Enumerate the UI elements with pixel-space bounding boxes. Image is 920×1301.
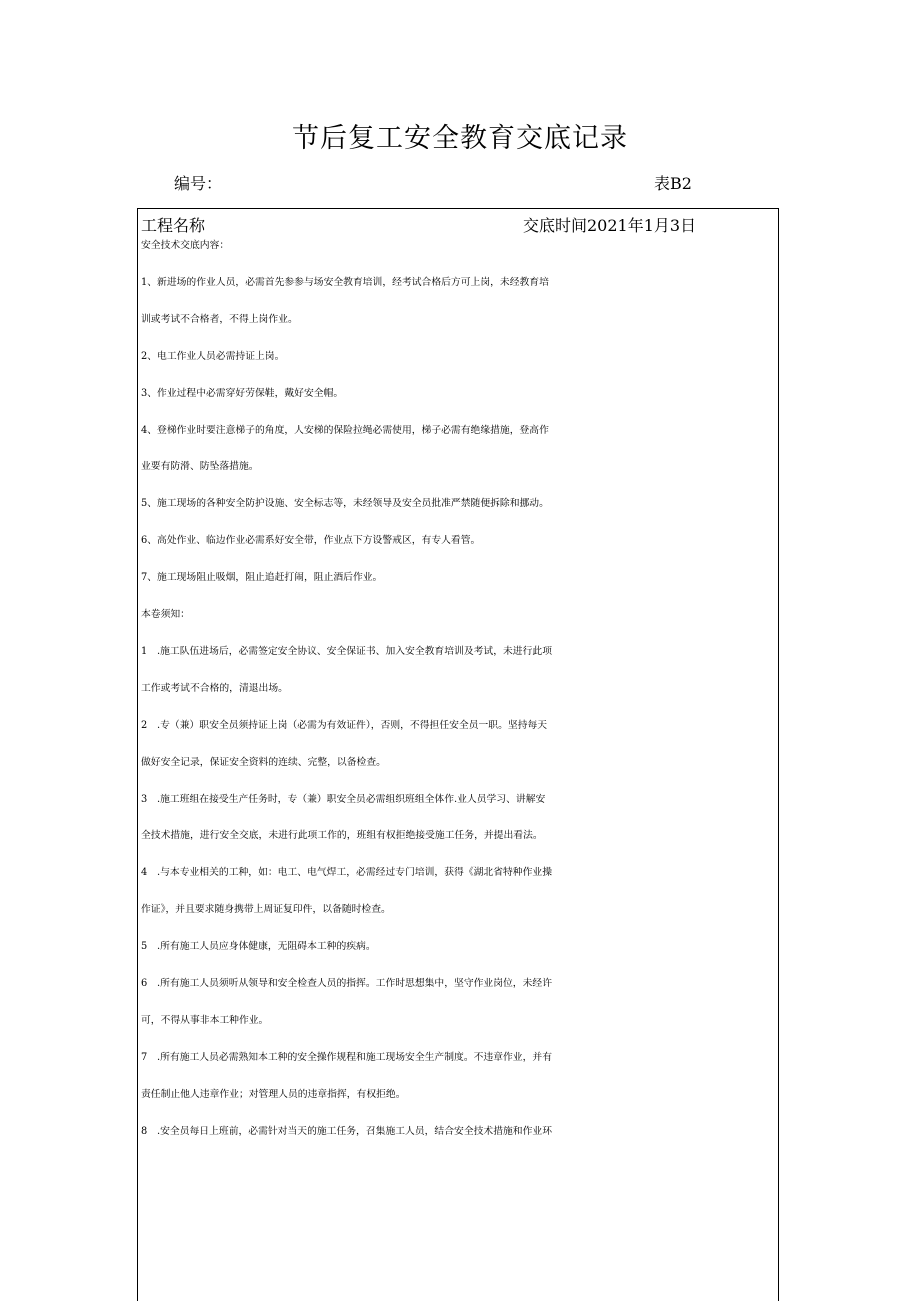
notice-line <box>141 744 779 783</box>
notice-line <box>141 1002 779 1041</box>
notice-text: .所有施工人员须听从领导和安全检查人员的指挥。工作时思想集中，坚守作业岗位，未经许 <box>157 978 552 989</box>
safety-line: 7、施工现场阻止吸烟，阻止追赶打闹，阻止酒后作业。 <box>141 572 383 584</box>
notice-text: 可，不得从事非本工种作业。 <box>141 1014 269 1026</box>
number-label: 编号： <box>174 174 223 193</box>
safety-line: 训或考试不合格者，不得上岗作业。 <box>141 313 298 325</box>
notice-text: .所有施工人员必需熟知本工种的安全操作规程和施工现场安全生产制度。不违章作业，并有 <box>157 1051 552 1063</box>
notice-heading: 本卷须知： <box>141 609 190 620</box>
notice-number: 4 <box>141 867 148 879</box>
notice-line <box>141 1076 779 1115</box>
notice-text: .施工队伍进场后，必需签定安全协议、安全保证书、加入安全教育培训及考试，未进行此项 <box>157 645 552 657</box>
notice-text: 工作或考试不合格的，清退出场。 <box>141 682 288 694</box>
notice-line <box>141 965 779 1004</box>
safety-line: 2、电工作业人员必需持证上岗。 <box>141 350 285 362</box>
notice-line <box>141 817 779 856</box>
notice-text: .专（兼）职安全员须持证上岗（必需为有效证件），否则，不得担任安全员一职。坚持每天 <box>157 719 548 731</box>
document-title: 节后复工安全教育交底记录 <box>292 123 628 154</box>
notice-number: 1 <box>141 645 148 657</box>
notice-text: .所有施工人员应身体健康，无阻碍本工种的疾病。 <box>157 941 376 953</box>
notice-text: 责任制止他人违章作业；对管理人员的违章指挥，有权拒绝。 <box>141 1088 406 1100</box>
notice-line <box>141 928 779 967</box>
notice-number: 5 <box>141 941 148 953</box>
notice-line <box>141 633 779 672</box>
notice-line <box>141 891 779 930</box>
notice-line <box>141 1113 779 1152</box>
form-id: 表B2 <box>654 174 692 193</box>
notice-number: 6 <box>141 978 148 989</box>
notice-line <box>141 781 779 820</box>
notice-text: 作证》，并且要求随身携带上周证复印件，以备随时检查。 <box>141 904 391 916</box>
safety-line: 4、登梯作业时要注意梯子的角度，人安梯的保险拉绳必需使用，梯子必需有绝缘措施，登高作 <box>141 424 549 436</box>
project-name-label: 工程名称 <box>141 216 206 235</box>
notice-number: 8 <box>141 1125 148 1137</box>
notice-text: .与本专业相关的工种，如：电工、电气焊工，必需经过专门培训，获得《湖北省特种作业操 <box>157 867 552 879</box>
notice-text: 全技术措施，进行安全交底，未进行此项工作的，班组有权拒绝接受施工任务，并提出看法。 <box>141 830 543 842</box>
safety-line: 5、施工现场的各种安全防护设施、安全标志等，未经领导及安全员批准严禁随便拆除和挪动。 <box>141 498 549 510</box>
notice-text: .安全员每日上班前，必需针对当天的施工任务，召集施工人员，结合安全技术措施和作业环 <box>157 1125 552 1137</box>
handover-time: 交底时间2021年1月3日 <box>523 216 697 235</box>
notice-line <box>141 854 779 893</box>
notice-number: 2 <box>141 719 148 731</box>
notice-number: 3 <box>141 793 148 805</box>
notice-line <box>141 1039 779 1078</box>
notice-text: .施工班组在接受生产任务时，专（兼）职安全员必需组织班组全体作.业人员学习、讲解安 <box>157 793 546 805</box>
safety-line: 3、作业过程中必需穿好劳保鞋，戴好安全帽。 <box>141 387 344 399</box>
notice-number: 7 <box>141 1051 148 1063</box>
safety-line: 6、高处作业、临边作业必需系好安全带，作业点下方设警戒区，有专人看管。 <box>141 535 481 547</box>
notice-text: 做好安全记录，保证安全资料的连续、完整，以备检查。 <box>141 756 386 768</box>
record-table <box>137 208 779 1301</box>
safety-line: 1、新进场的作业人员，必需首先参参与场安全教育培训，经考试合格后方可上岗，未经教育培 <box>141 276 549 288</box>
safety-line: 业要有防滑、防坠落措施。 <box>141 461 259 473</box>
notice-line <box>141 707 779 746</box>
safety-heading: 安全技术交底内容： <box>141 240 230 251</box>
notice-line <box>141 670 779 709</box>
